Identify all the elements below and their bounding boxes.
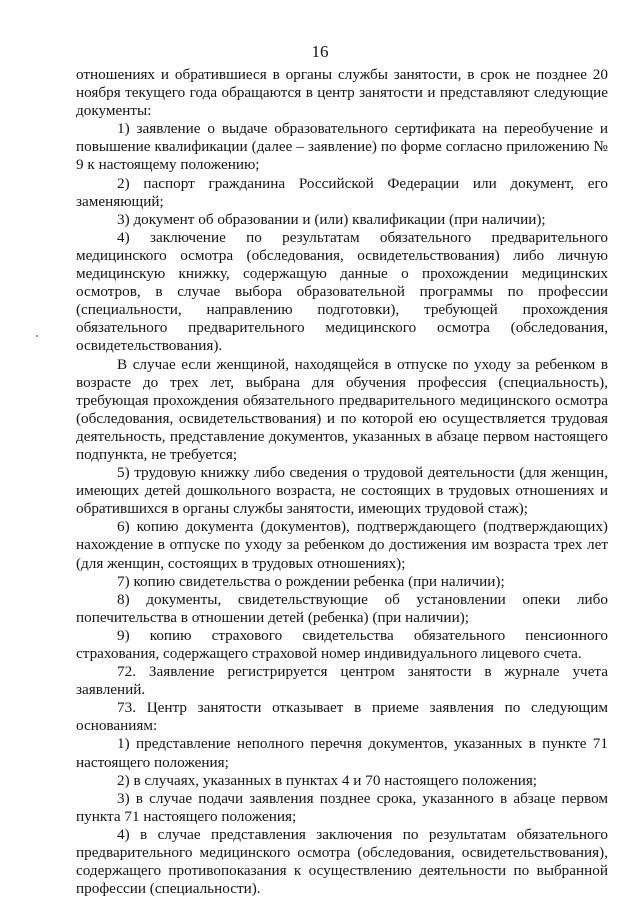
paragraph-item-4: 4) заключение по результатам обязательного предварительного медицинского осмотра (обследования, освидетельствования) либо личную медицинскую книжку, содержащую данные о прохождении медицинских осмотров, в случае выбора образовательной программы по профессии (специальности, направлению подготовки), требующей прохождения обязательного предварительного медицинского осмотра (обследования, освидетельствования). — [76, 228, 608, 355]
paragraph-clause-73: 73. Центр занятости отказывает в приеме заявления по следующим основаниям: — [76, 699, 608, 735]
paragraph-item-4-note: В случае если женщиной, находящейся в отпуске по уходу за ребенком в возрасте до трех лет, выбрана для обучения профессия (специальность), требующая прохождения обязательного предварительного медицинского осмотра (обследования, освидетельствования) и по которой ею осуществляется трудовая деятельность, представление документов, указанных в абзаце первом настоящего подпункта, не требуется; — [76, 355, 608, 463]
paragraph-clause-72: 72. Заявление регистрируется центром занятости в журнале учета заявлений. — [76, 663, 608, 699]
paragraph-item-5: 5) трудовую книжку либо сведения о трудовой деятельности (для женщин, имеющих детей дошкольного возраста, не состоящих в трудовых отношениях и обратившихся в органы службы занятости, имеющих трудовой стаж); — [76, 464, 608, 518]
paragraph-reason-3: 3) в случае подачи заявления позднее срока, указанного в абзаце первом пункта 71 настоящего положения; — [76, 789, 608, 825]
paragraph-reason-1: 1) представление неполного перечня документов, указанных в пункте 71 настоящего положения; — [76, 735, 608, 771]
margin-mark — [36, 335, 38, 337]
paragraph-continuation: отношениях и обратившиеся в органы службы занятости, в срок не позднее 20 ноября текущего года обращаются в центр занятости и представляют следующие документы: — [76, 66, 608, 120]
page-number: 16 — [311, 42, 329, 61]
paragraph-reason-4: 4) в случае представления заключения по результатам обязательного предварительного медицинского осмотра (обследования, освидетельствования), содержащего противопоказания к осуществлению деятельности по выбранной профессии (специальности). — [76, 825, 608, 898]
paragraph-item-2: 2) паспорт гражданина Российской Федерации или документ, его заменяющий; — [76, 174, 608, 210]
paragraph-item-1: 1) заявление о выдаче образовательного сертификата на переобучение и повышение квалификации (далее – заявление) по форме согласно приложению № 9 к настоящему положению; — [76, 120, 608, 174]
paragraph-item-3: 3) документ об образовании и (или) квалификации (при наличии); — [117, 210, 546, 228]
paragraph-item-6: 6) копию документа (документов), подтверждающего (подтверждающих) нахождение в отпуске по уходу за ребенком до достижения им возраста трех лет (для женщин, состоящих в трудовых отношениях); — [76, 518, 608, 572]
paragraph-reason-2: 2) в случаях, указанных в пунктах 4 и 70 настоящего положения; — [117, 771, 538, 789]
paragraph-item-9: 9) копию страхового свидетельства обязательного пенсионного страхования, содержащего страховой номер индивидуального лицевого счета. — [76, 626, 608, 662]
paragraph-item-7: 7) копию свидетельства о рождении ребенка (при наличии); — [117, 572, 505, 590]
document-body — [76, 66, 608, 898]
paragraph-item-8: 8) документы, свидетельствующие об установлении опеки либо попечительства в отношении детей (ребенка) (при наличии); — [76, 590, 608, 626]
